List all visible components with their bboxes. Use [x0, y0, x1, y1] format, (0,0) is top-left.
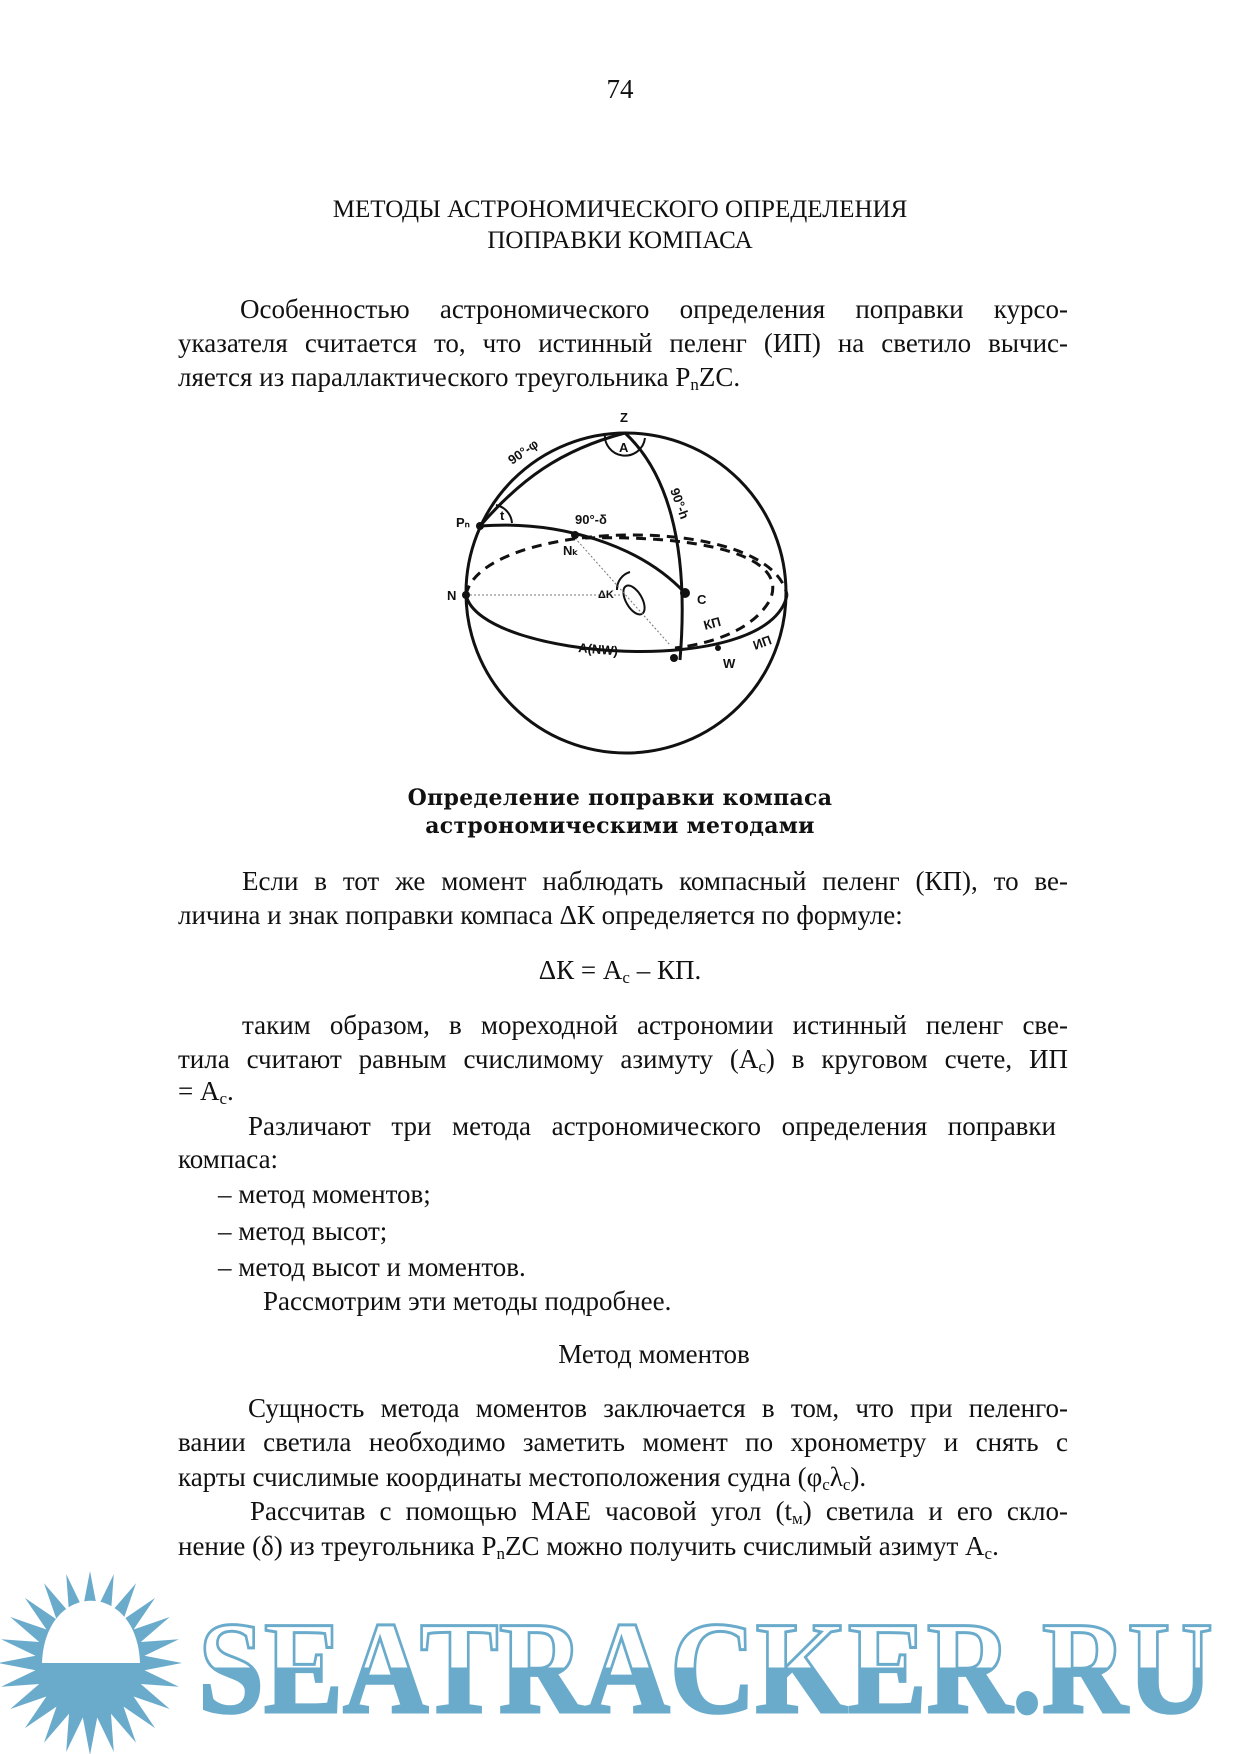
label-n: N — [447, 588, 457, 603]
section-title-line-2: ПОПРАВКИ КОМПАСА — [487, 227, 753, 254]
page-number: 74 — [606, 74, 634, 104]
text: – КП. — [629, 955, 702, 985]
para7-line-2 — [178, 1529, 1068, 1563]
text: ляется из параллактического треугольника — [178, 362, 676, 392]
para2-line-1: Если в тот же момент наблюдать компасный пеленг (КП), то ве- — [242, 866, 1068, 896]
para6-line-3 — [178, 1460, 1068, 1494]
text: карты счислимые координаты местоположения судна (φ — [178, 1462, 823, 1492]
celestial-sphere-diagram — [440, 405, 820, 770]
intro-line-1: Особенностью астрономического определения поправки курсо- — [240, 294, 1068, 324]
label-z: Z — [620, 410, 628, 425]
para6-line-1: Сущность метода моментов заключается в том, что при пеленго- — [248, 1393, 1068, 1423]
subscript: n — [690, 375, 699, 394]
label-t: t — [500, 508, 505, 523]
text: нение (δ) из треугольника P — [178, 1531, 497, 1561]
label-pn: Pₙ — [456, 515, 470, 530]
subscript: с — [822, 1475, 830, 1494]
label-w: W — [723, 656, 736, 671]
section-title-line-1: МЕТОДЫ АСТРОНОМИЧЕСКОГО ОПРЕДЕЛЕНИЯ — [332, 196, 908, 223]
para2-line-2: личина и знак поправки компаса ΔК определяется по формуле: — [178, 900, 903, 930]
method-list-item: – метод высот и моментов. — [218, 1252, 526, 1282]
sun-icon — [0, 1571, 182, 1754]
method-list-item: – метод высот; — [218, 1216, 388, 1246]
intro-line-2: указателя считается то, что истинный пеленг (ИП) на светило вычис- — [178, 328, 1068, 358]
subscript: с — [758, 1057, 766, 1076]
label-kp: КП — [701, 613, 723, 633]
formula — [0, 953, 1240, 987]
label-nk: Nₖ — [563, 543, 578, 558]
sphere-outline — [466, 433, 786, 753]
figure-caption-line-2: астрономическими методами — [425, 813, 815, 839]
text: . — [992, 1531, 999, 1561]
para3-line-2 — [178, 1042, 1068, 1076]
label-codeclination: 90°-δ — [575, 512, 607, 527]
para7-line-1 — [250, 1494, 1068, 1528]
para4-line-2: компаса: — [178, 1144, 279, 1174]
para3-line-1: таким образом, в мореходной астрономии истинный пеленг све- — [242, 1010, 1068, 1040]
subscript: м — [792, 1509, 803, 1528]
label-a: A — [619, 440, 629, 455]
text: ΔК = А — [538, 955, 623, 985]
para3-line-3 — [178, 1074, 1068, 1108]
text: тила считают равным счислимому азимуту (А — [178, 1044, 759, 1074]
figure-caption-line-1: Определение поправки компаса — [407, 785, 833, 811]
para6-line-2: вании светила необходимо заметить момент по хронометру и снять с — [178, 1427, 1068, 1457]
subsection-heading: Метод моментов — [558, 1339, 750, 1369]
subscript: с — [842, 1475, 851, 1494]
seatracker-watermark-logo — [0, 1565, 1240, 1754]
para5: Рассмотрим эти методы подробнее. — [263, 1286, 672, 1316]
text: = А — [178, 1076, 220, 1106]
label-a-nw: A(NW) — [577, 640, 619, 659]
compass-symbol — [619, 582, 649, 618]
text: ). — [850, 1462, 867, 1492]
subscript: с — [622, 968, 630, 987]
label-coaltitude: 90°-h — [667, 485, 693, 522]
text: ) в круговом счете, ИП — [765, 1044, 1068, 1074]
watermark-text: SEATRACKER.RU — [198, 1594, 1213, 1741]
para4-line-1: Различают три метода астрономического определения поправки — [248, 1111, 1056, 1141]
text: P — [675, 362, 691, 392]
text: ) светила и его скло- — [802, 1496, 1068, 1526]
subscript: с — [984, 1544, 993, 1563]
text: ZC можно получить счислимый азимут А — [505, 1531, 985, 1561]
text: . — [227, 1076, 234, 1106]
text — [250, 1496, 1068, 1526]
label-colatitude: 90°-φ — [505, 436, 541, 468]
text — [178, 1044, 1068, 1074]
text: Рассчитав с помощью МАЕ часовой угол (t — [250, 1496, 793, 1526]
text: λ — [829, 1462, 843, 1492]
label-c: C — [697, 592, 707, 607]
subscript: с — [219, 1089, 228, 1108]
label-delta-k: ΔK — [598, 589, 614, 601]
label-ip: ИП — [750, 632, 774, 653]
intro-line-3 — [178, 360, 1068, 394]
text: ZC. — [698, 362, 741, 392]
method-list-item: – метод моментов; — [218, 1179, 431, 1209]
subscript: n — [496, 1544, 506, 1563]
